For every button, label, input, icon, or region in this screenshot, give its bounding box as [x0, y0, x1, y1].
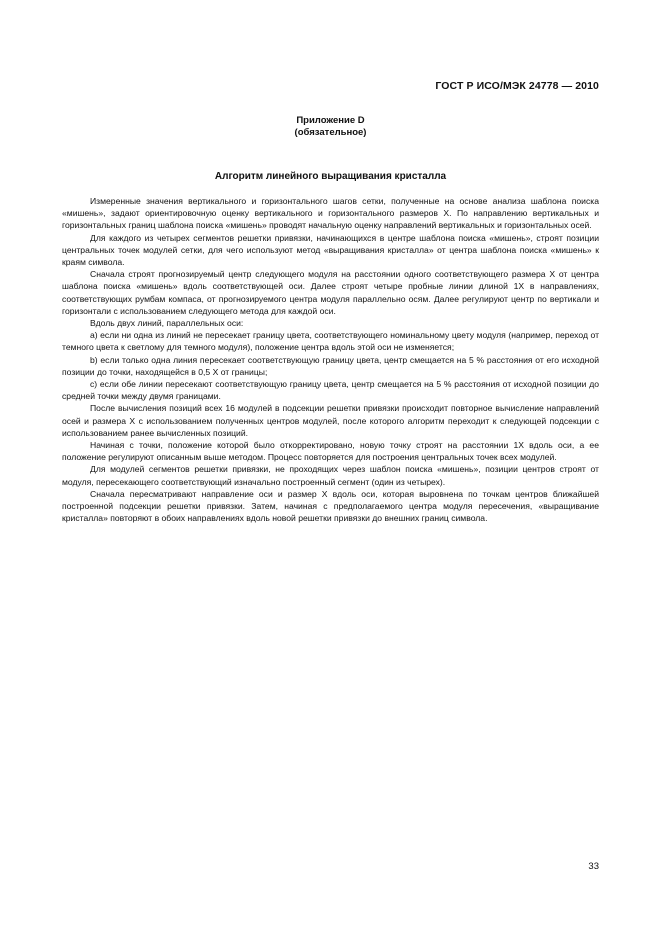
annex-heading — [0, 115, 661, 139]
body-text — [62, 195, 599, 524]
paragraph: Для каждого из четырех сегментов решетки привязки, начинающихся в центре шаблона поиска «мишень», строят позиции центральных точек модулей сетки, для чего используют метод «выращивания кристалла» от центра шаблона поиска «мишень» к краям символа. — [62, 232, 599, 268]
page-number: 33 — [588, 861, 599, 872]
list-item-a: a) если ни одна из линий не пересекает границу цвета, соответствующего номинальному цвету модуля (например, переход от темного цвета к светлому для темного модуля), положение центра вдоль этой оси не изменяется; — [62, 330, 599, 353]
paragraph: Сначала строят прогнозируемый центр следующего модуля на расстоянии одного соответствующего размера X от центра шаблона поиска «мишень» вдоль соответствующей оси. Далее строят четыре пробные линии длиной 1X в направлениях, соответствующих румбам компаса, от прогнозируемого центра модуля параллельно осям. Далее регулируют центр по вертикали и горизонтали с использованием следующего метода для каждой оси. — [62, 269, 599, 316]
paragraph: Вдоль двух линий, параллельных оси: — [90, 318, 244, 329]
section-title: Алгоритм линейного выращивания кристалла — [214, 171, 447, 182]
paragraph: После вычисления позиций всех 16 модулей в подсекции решетки привязки происходит повторное вычисление направлений осей и размера X с использованием полученных центров модулей, после которого алгоритм переходит к следующей подсекции с использованием ранее вычисленных позиций. — [62, 403, 599, 438]
list-item-c: c) если обе линии пересекают соответствующую границу цвета, центр смещается на 5 % расстояния от исходной позиции до средней точки между двумя границами. — [62, 379, 599, 402]
paragraph: Сначала пересматривают направление оси и размер X вдоль оси, которая выровнена по точкам центров ближайшей построенной подсекции решетки привязки. Затем, начиная с предполагаемого центра модуля пересечения, «выращивание кристалла» повторяют в обоих направлениях вдоль новой решетки привязки до внешних границ символа. — [62, 488, 599, 524]
standard-header: ГОСТ Р ИСО/МЭК 24778 — 2010 — [435, 80, 599, 92]
list-item-b: b) если только одна линия пересекает соответствующую границу цвета, центр смещается на 5 % расстояния от его исходной позиции до точки, находящейся в 0,5 X от границы; — [62, 354, 599, 377]
annex-status: (обязательное) — [294, 127, 367, 138]
annex-name: Приложение D — [296, 115, 365, 126]
paragraph: Измеренные значения вертикального и горизонтального шагов сетки, полученные на основе анализа шаблона поиска «мишень», задают ориентировочную оценку вертикального и горизонтального размеров X. По направлению вертикальных и горизонтальных границ шаблона поиска «мишень» проводят начальную оценку направлений вертикальных и горизонтальных осей. — [62, 196, 599, 231]
paragraph: Для модулей сегментов решетки привязки, не проходящих через шаблон поиска «мишень», позиции центров строят от модуля, пересекающего соответствующий изначально построенный сегмент (один из четырех). — [62, 464, 599, 487]
paragraph: Начиная с точки, положение которой было откорректировано, новую точку строят на расстоянии 1X вдоль оси, а ее положение регулируют описанным выше методом. Процесс повторяется для построения центральных точек всех модулей. — [62, 440, 599, 463]
